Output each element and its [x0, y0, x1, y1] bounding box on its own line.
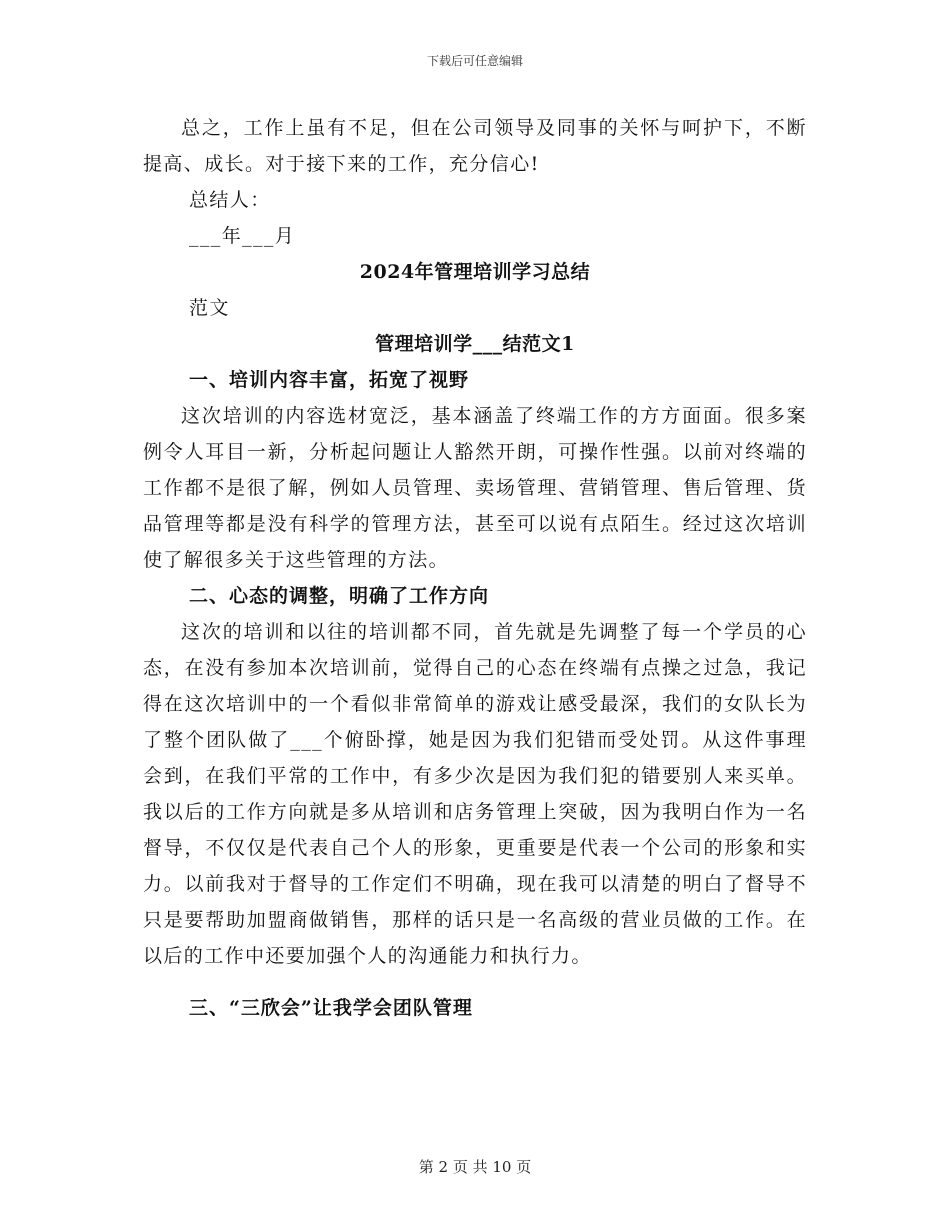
- document-subtitle: 范文: [189, 297, 230, 319]
- intro-paragraph: 总之，工作上虽有不足，但在公司领导及同事的关怀与呵护下，不断提高、成长。对于接下来的工作，充分信心!: [143, 117, 807, 175]
- document-title: 2024年管理培训学习总结: [359, 261, 591, 283]
- signature-label: 总结人：: [189, 189, 271, 211]
- heading-3: 三、“三欣会”让我学会团队管理: [189, 997, 473, 1019]
- paragraph-1: 这次培训的内容选材宽泛，基本涵盖了终端工作的方方面面。很多案例令人耳目一新，分析起问题让人豁然开朗，可操作性强。以前对终端的工作都不是很了解，例如人员管理、卖场管理、营销管理、售后管理、货品管理等都是没有科学的管理方法，甚至可以说有点陌生。经过这次培训使了解很多关于这些管理的方法。: [143, 405, 807, 571]
- page-footer: 第 2 页 共 10 页: [418, 1158, 532, 1176]
- document-body: [143, 110, 807, 1026]
- page-header: 下载后可任意编辑: [426, 54, 523, 68]
- section-title: 管理培训学___结范文1: [375, 333, 575, 355]
- paragraph-2: 这次的培训和以往的培训都不同，首先就是先调整了每一个学员的心态，在没有参加本次培训前，觉得自己的心态在终端有点操之过急，我记得在这次培训中的一个看似非常简单的游戏让感受最深，我们的女队长为了整个团队做了___个俯卧撑，她是因为我们犯错而受处罚。从这件事理会到，在我们平常的工作中，有多少次是因为我们犯的错要别人来买单。我以后的工作方向就是多从培训和店务管理上突破，因为我明白作为一名督导，不仅仅是代表自己个人的形象，更重要是代表一个公司的形象和实力。以前我对于督导的工作定们不明确，现在我可以清楚的明白了督导不只是要帮助加盟商做销售，那样的话只是一名高级的营业员做的工作。在以后的工作中还要加强个人的沟通能力和执行力。: [143, 621, 807, 967]
- heading-1: 一、培训内容丰富，拓宽了视野: [189, 369, 470, 391]
- date-line: ___年___月: [189, 225, 296, 247]
- heading-2: 二、心态的调整，明确了工作方向: [189, 585, 490, 607]
- spacer: [143, 974, 807, 990]
